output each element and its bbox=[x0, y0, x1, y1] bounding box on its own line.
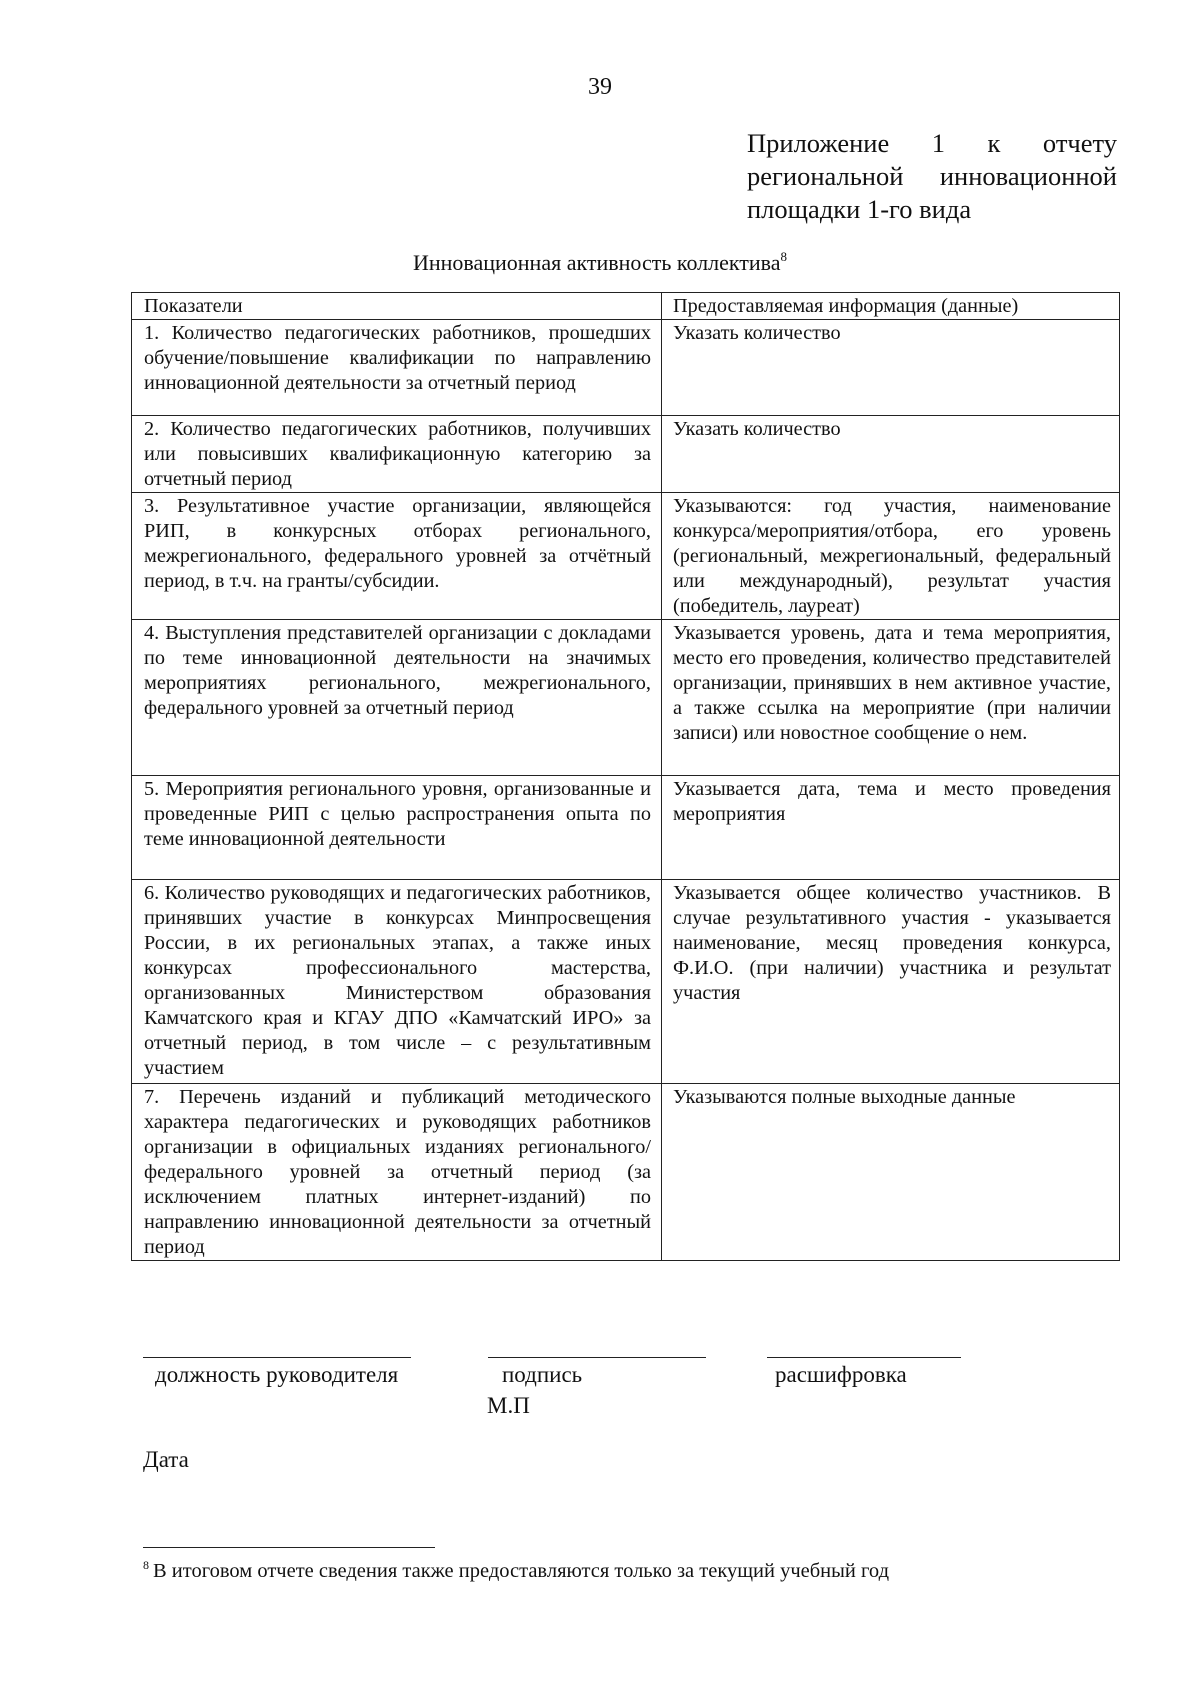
table-row bbox=[132, 1084, 1120, 1261]
date-label: Дата bbox=[143, 1447, 189, 1472]
position-signature-line bbox=[143, 1357, 411, 1358]
indicator-cell: 2. Количество педагогических работников, получивших или повысивших квалификационную категорию за отчетный период bbox=[132, 416, 662, 493]
table-row bbox=[132, 416, 1120, 493]
table-row bbox=[132, 320, 1120, 416]
footnote bbox=[143, 1560, 889, 1583]
indicator-cell: 3. Результативное участие организации, являющейся РИП, в конкурсных отборах регионального, межрегионального, федерального уровней за отчётный период, в т.ч. на гранты/субсидии. bbox=[132, 493, 662, 620]
table-row bbox=[132, 493, 1120, 620]
stamp-label: М.П bbox=[487, 1393, 530, 1418]
info-cell: Указывается уровень, дата и тема мероприятия, место его проведения, количество представителей организации, принявших в нем активное участие, а также ссылка на мероприятие (при наличии записи) или новостное сообщение о нем. bbox=[662, 620, 1120, 776]
info-cell: Указываются полные выходные данные bbox=[662, 1084, 1120, 1261]
decoding-label: расшифровка bbox=[775, 1362, 907, 1387]
appendix-line-3: площадки 1-го вида bbox=[747, 194, 972, 224]
footnote-rule bbox=[143, 1547, 435, 1548]
info-cell: Указать количество bbox=[662, 320, 1120, 416]
indicator-cell: 6. Количество руководящих и педагогических работников, принявших участие в конкурсах Минпросвещения России, в их региональных этапах, а также иных конкурсах профессионального мастерства, организованных Министерством образования Камчатского края и КГАУ ДПО «Камчатский ИРО» за отчетный период, в том числе – с результативным участием bbox=[132, 880, 662, 1084]
indicator-cell: 7. Перечень изданий и публикаций методического характера педагогических и руководящих работников организации в официальных изданиях регионального/федерального уровней за отчетный период (за исключением платных интернет-изданий) по направлению инновационной деятельности за отчетный период bbox=[132, 1084, 662, 1261]
decoding-signature-line bbox=[767, 1357, 961, 1358]
info-cell: Указать количество bbox=[662, 416, 1120, 493]
info-cell: Указываются: год участия, наименование конкурса/мероприятия/отбора, его уровень (региональный, межрегиональный, федеральный или международный), результат участия (победитель, лауреат) bbox=[662, 493, 1120, 620]
indicator-cell: 1. Количество педагогических работников, прошедших обучение/повышение квалификации по направлению инновационной деятельности за отчетный период bbox=[132, 320, 662, 416]
position-label: должность руководителя bbox=[155, 1362, 399, 1387]
table-row bbox=[132, 620, 1120, 776]
footnote-text: В итоговом отчете сведения также предоставляются только за текущий учебный год bbox=[153, 1560, 890, 1582]
header-indicators: Показатели bbox=[132, 293, 662, 320]
footnote-reference: 8 bbox=[780, 249, 788, 264]
signature-line bbox=[488, 1357, 706, 1358]
header-info: Предоставляемая информация (данные) bbox=[662, 293, 1120, 320]
indicator-cell: 4. Выступления представителей организации с докладами по теме инновационной деятельности на значимых мероприятиях регионального, межрегионального, федерального уровней за отчетный период bbox=[132, 620, 662, 776]
appendix-line-2: региональной инновационной bbox=[747, 161, 1117, 191]
indicator-cell: 5. Мероприятия регионального уровня, организованные и проведенные РИП с целью распространения опыта по теме инновационной деятельности bbox=[132, 776, 662, 880]
page-number: 39 bbox=[588, 74, 612, 100]
table-header-row bbox=[132, 293, 1120, 320]
signature-label: подпись bbox=[502, 1362, 583, 1387]
table-row bbox=[132, 776, 1120, 880]
table-title bbox=[0, 250, 1200, 276]
footnote-mark: 8 bbox=[143, 1558, 149, 1572]
appendix-line-1: Приложение 1 к отчету bbox=[747, 128, 1117, 158]
table-row bbox=[132, 880, 1120, 1084]
info-cell: Указывается дата, тема и место проведения мероприятия bbox=[662, 776, 1120, 880]
appendix-heading bbox=[747, 127, 1117, 226]
info-cell: Указывается общее количество участников. В случае результативного участия - указывается наименование, месяц проведения конкурса, Ф.И.О. (при наличии) участника и результат участия bbox=[662, 880, 1120, 1084]
indicators-table bbox=[131, 292, 1120, 1261]
table-title-text: Инновационная активность коллектива bbox=[412, 250, 781, 275]
